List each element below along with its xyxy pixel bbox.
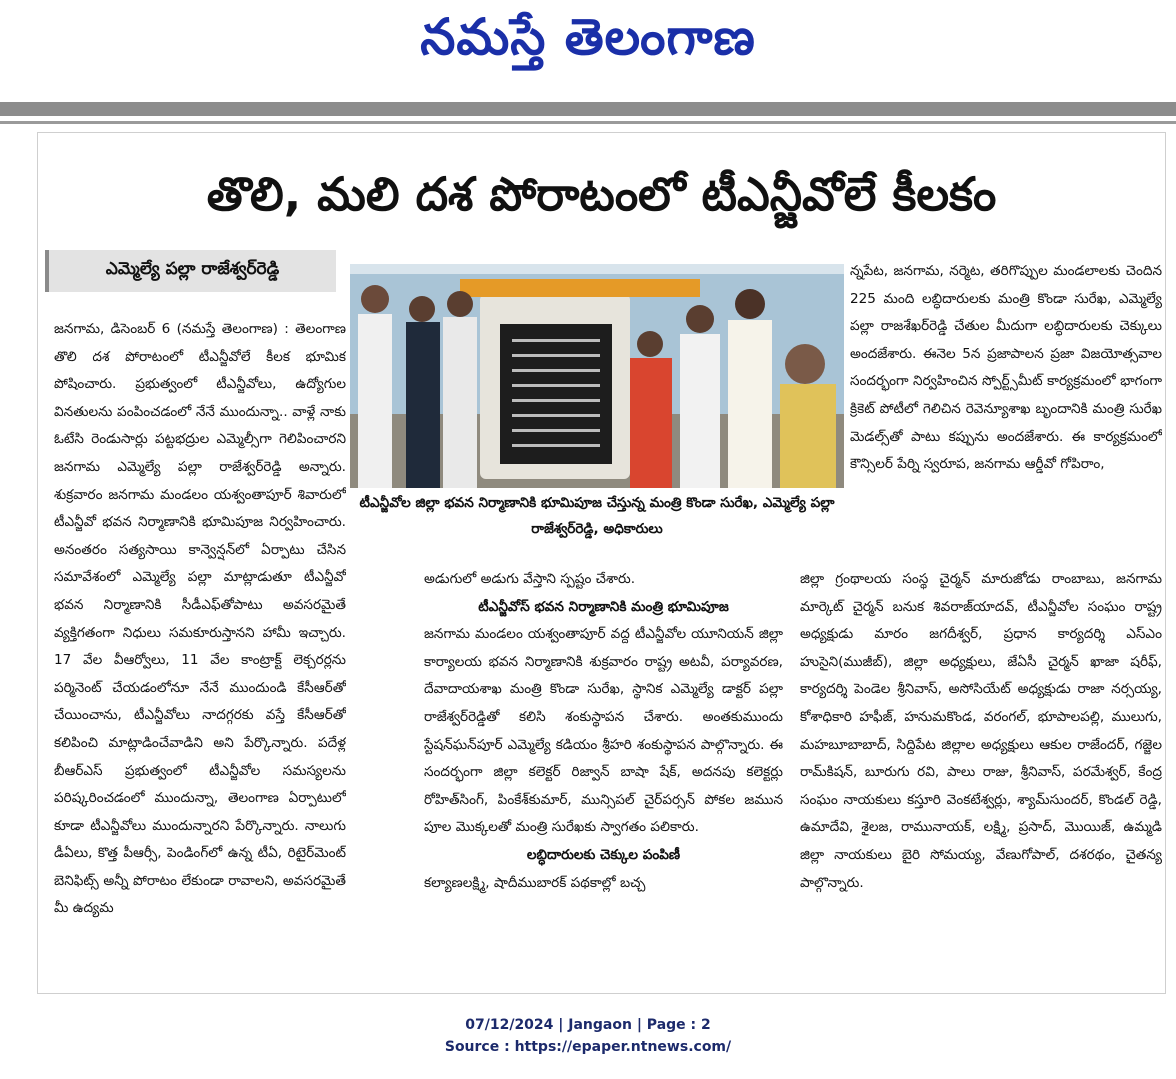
column-2-intro: అడుగులో అడుగు వేస్తాని స్పష్టం చేశారు. <box>424 571 636 587</box>
article-column-1 <box>54 316 346 982</box>
newspaper-logo: నమస్తే తెలంగాణ <box>420 7 756 66</box>
article-column-2 <box>424 566 783 982</box>
column-1-text: జనగామ, డిసెంబర్ 6 (నమస్తే తెలంగాణ) : తెలంగాణ తొలి దశ పోరాటంలో టీఎన్జీవోలే కీలక భూమిక పోషించారు. ప్రభుత్వంలో టీఎన్జీవోలు, ఉద్యోగుల వినతులను పంపించడంలో నేనే ముందున్నా.. వాళ్లే నాకు ఓటేసి రెండుసార్లు పట్టభద్రుల ఎమ్మెల్సీగా గెలిపించారని జనగామ ఎమ్మెల్యే పల్లా రాజేశ్వర్‌రెడ్డి అన్నారు. శుక్రవారం జనగామ మండలం యశ్వంతాపూర్ శివారులో టీఎన్జీవో భవన నిర్మాణానికి భూమిపూజ నిర్వహించారు. అనంతరం సత్యసాయి కాన్వెన్షన్‌లో ఏర్పాటు చేసిన సమావేశంలో ఎమ్మెల్యే పల్లా మాట్లాడుతూ టీఎన్జీవో భవన నిర్మాణానికి సీడీఎఫ్‌తోపాటు అవసరమైతే వ్యక్తిగతంగా నిధులు సమకూరుస్తానని హామీ ఇచ్చారు. 17 వేల వీఆర్వోలు, 11 వేల కాంట్రాక్ట్ లెక్చరర్లను పర్మినెంట్ చేయడంలోనూ నేనే ముందుండి కేసీఆర్‌తో చేయించాను, టీఎన్జీవోలు నాదగ్గరకు వస్తే కేసీఆర్‌తో కలిపించి మాట్లాడించేవాడిని అని పేర్కొన్నారు. పదేళ్ల బీఆర్ఎస్ ప్రభుత్వంలో టీఎన్జీవోల సమస్యలను పరిష్కరించడంలో ముందున్నా, తెలంగాణ ఏర్పాటులో కూడా టీఎన్జీవోలు ముందున్నారని పేర్కొన్నారు. నాలుగు డీఏలు, కొత్త పీఆర్సీ, పెండింగ్‌లో ఉన్న టీఏ, రిటైర్‌మెంట్ బెనిఫిట్స్ అన్నీ పోరాటం లేకుండా రావాలని, అవసరమైతే మీ ఉద్యమ <box>54 321 346 917</box>
column-2-body: జనగామ మండలం యశ్వంతాపూర్ వద్ద టీఎన్జీవోల యూనియన్ జిల్లా కార్యాలయ భవన నిర్మాణానికి శుక్రవారం రాష్ట్ర అటవీ, పర్యావరణ, దేవాదాయశాఖ మంత్రి కొండా సురేఖ, స్థానిక ఎమ్మెల్యే డాక్టర్ పల్లా రాజేశ్వర్‌రెడ్డితో కలిసి శంకుస్థాపన చేశారు. అంతకుముందు స్టేషన్‌ఘన్‌పూర్ ఎమ్మెల్యే కడియం శ్రీహరి శంకుస్థాపన పాల్గొన్నారు. ఈ సందర్భంగా జిల్లా కలెక్టర్ రిజ్వాన్ బాషా షేక్, అదనపు కలెక్టర్లు రోహిత్‌సింగ్, పింకేశ్‌కుమార్, మున్సిపల్ చైర్‌పర్సన్ పోకల జమున పూల మొక్కలతో మంత్రి సురేఖకు స్వాగతం పలికారు. <box>424 626 783 836</box>
news-photo-image <box>350 264 844 488</box>
column-3-lower-text: జిల్లా గ్రంథాలయ సంస్థ చైర్మన్ మారుజోడు రాంబాబు, జనగామ మార్కెట్ చైర్మన్ బనుక శివరాజ్‌యాదవ్, టీఎన్జీవోల సంఘం రాష్ట్ర అధ్యక్షుడు మారం జగదీశ్వర్, ప్రధాన కార్యదర్శి ఎస్ఎం హుసైని(ముజీబ్), జిల్లా అధ్యక్షులు, జేఏసీ చైర్మన్ ఖాజా షరీఫ్, కార్యదర్శి పెండెల శ్రీనివాస్, అసోసియేట్ అధ్యక్షుడు రాజా నర్సయ్య, కోశాధికారి హఫీజ్, హనుమకొండ, వరంగల్, భూపాలపల్లి, ములుగు, మహబూబాబాద్, సిద్దిపేట జిల్లాల అధ్యక్షులు ఆకుల రాజేందర్, గజ్జెల రామ్‌కిషన్, బూరుగు రవి, పాలు రాజు, శ్రీనివాస్, పరమేశ్వర్, కేంద్ర సంఘం నాయకులు కస్తూరి వెంకటేశ్వర్లు, శ్యామ్‌సుందర్, కొండల్ రెడ్డి, ఉమాదేవి, శైలజ, రామునాయక్, లక్ష్మి, ప్రసాద్, మొయిజ్, ఉమ్మడి జిల్లా నాయకులు బైరి సోమయ్య, వేణుగోపాల్, దశరథం, చైతన్య పాల్గొన్నారు. <box>800 571 1162 891</box>
masthead <box>0 0 1176 100</box>
photo-caption: టీఎన్జీవోల జిల్లా భవన నిర్మాణానికి భూమిపూజ చేస్తున్న మంత్రి కొండా సురేఖ, ఎమ్మెల్యే పల్లా రాజేశ్వర్‌రెడ్డి, అధికారులు <box>359 495 835 537</box>
article-column-3-lower <box>800 566 1162 982</box>
article-column-3 <box>850 258 1162 558</box>
page-footer <box>0 1014 1176 1058</box>
header-divider-thin <box>0 121 1176 124</box>
header-divider <box>0 102 1176 116</box>
column-3-text: న్నపేట, జనగామ, నర్మెట, తరిగొప్పుల మండలాలకు చెందిన 225 మంది లబ్ధిదారులకు మంత్రి కొండా సురేఖ, ఎమ్మెల్యే పల్లా రాజశేఖర్‌రెడ్డి చేతుల మీదుగా లబ్ధిదారులకు చెక్కులు అందజేశారు. ఈనెల 5న ప్రజాపాలన ప్రజా విజయోత్సవాల సందర్భంగా నిర్వహించిన స్పోర్ట్స్‌మీట్ కార్యక్రమంలో భాగంగా క్రికెట్ పోటీలో గెలిచిన రెవెన్యూశాఖ బృందానికి మంత్రి సురేఖ మెడల్స్‌తో పాటు కప్పును అందజేశారు. ఈ కార్యక్రమంలో కౌన్సిలర్ పేర్ని స్వరూప, జనగామ ఆర్డీవో గోపిరాం, <box>850 263 1162 473</box>
footer-dateline: 07/12/2024 | Jangaon | Page : 2 <box>465 1017 711 1033</box>
news-photo <box>350 264 844 488</box>
footer-source: Source : https://epaper.ntnews.com/ <box>444 1039 732 1055</box>
article-headline: తొలి, మలి దశ పోరాటంలో టీఎన్జీవోలే కీలకం <box>206 167 997 221</box>
article-byline: ఎమ్మెల్యే పల్లా రాజేశ్వర్‌రెడ్డి <box>45 250 336 292</box>
column-2-tail: కల్యాణలక్ష్మి, షాదీముబారక్ పథకాల్లో బచ్చ <box>424 874 646 891</box>
subheading-cheques: లబ్ధిదారులకు చెక్కుల పంపిణీ <box>526 846 681 863</box>
subheading-bhoomi-puja: టీఎన్జీవోస్ భవన నిర్మాణానికి మంత్రి భూమిపూజ <box>478 598 729 615</box>
